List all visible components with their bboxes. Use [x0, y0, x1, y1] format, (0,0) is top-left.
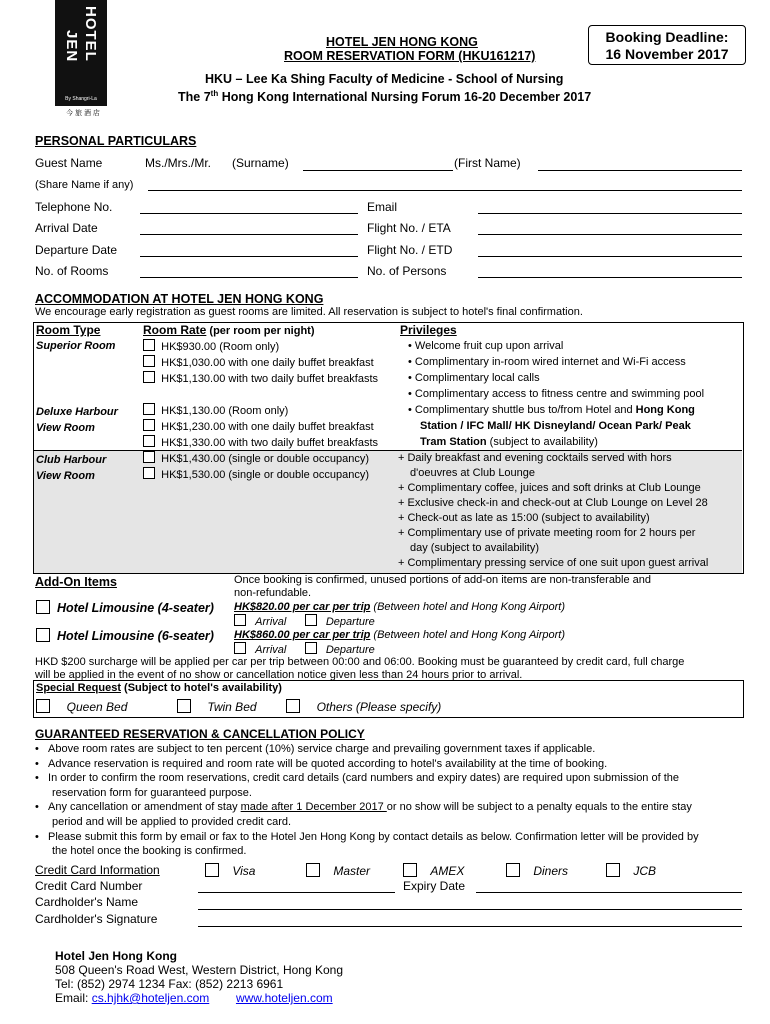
- contact-address: 508 Queen's Road West, Western District, Hong Kong: [55, 963, 343, 977]
- share-name-label: (Share Name if any): [35, 179, 134, 191]
- col-room-rate: Room Rate (per room per night): [143, 323, 315, 337]
- queen-bed-checkbox[interactable]: [36, 699, 50, 713]
- card-type-amex: AMEX: [403, 863, 464, 878]
- contact-phone-fax: Tel: (852) 2974 1234 Fax: (852) 2213 6961: [55, 977, 284, 991]
- limo-4-direction: Arrival Departure: [234, 614, 375, 628]
- hotel-title: HOTEL JEN HONG KONG: [326, 35, 478, 49]
- limo-4-arrival-checkbox[interactable]: [234, 614, 246, 626]
- superior-rates: HK$930.00 (Room only) HK$1,030.00 with one daily buffet breakfast HK$1,130.00 with two daily buffet breakfasts: [143, 339, 378, 387]
- privileges-list: • Welcome fruit cup upon arrival • Complimentary in-room wired internet and Wi-Fi access • Complimentary local calls • Complimentary access to fitness centre and swimming pool • Complimentary shuttle bus to/from Hotel and Hong Kong Station / IFC Mall/ HK Disneyland/ Ocean Park/ Peak Tram Station (subject to availability): [408, 340, 705, 448]
- cardholder-signature-field[interactable]: [198, 926, 742, 927]
- personal-particulars-title: PERSONAL PARTICULARS: [35, 134, 197, 148]
- logo-chinese-name: 今 旅 酒 店: [66, 110, 100, 117]
- master-checkbox[interactable]: [306, 863, 320, 877]
- expiry-date-label: Expiry Date: [403, 879, 466, 893]
- persons-field[interactable]: [478, 277, 742, 278]
- arrival-date-label: Arrival Date: [35, 221, 98, 235]
- limo-4-price: HK$820.00 per car per trip (Between hotel and Hong Kong Airport): [234, 601, 566, 613]
- limo-6-arrival-checkbox[interactable]: [234, 642, 246, 654]
- limo-4-row: Hotel Limousine (4-seater): [36, 600, 214, 615]
- amex-checkbox[interactable]: [403, 863, 417, 877]
- addon-title: Add-On Items: [35, 575, 117, 589]
- card-type-master: Master: [306, 863, 370, 878]
- rate-checkbox[interactable]: [143, 435, 155, 447]
- expiry-date-field[interactable]: [476, 892, 742, 893]
- room-type-deluxe: Deluxe Harbour View Room: [36, 406, 118, 434]
- telephone-field[interactable]: [140, 213, 358, 214]
- card-number-label: Credit Card Number: [35, 879, 143, 893]
- first-name-label: (First Name): [454, 156, 521, 170]
- surcharge-note: HKD $200 surcharge will be applied per car per trip between 00:00 and 06:00. Booking must be guaranteed by credit card, full charge will be applied in the event of no show or cancellation notice given less than 24 hours prior to arrival.: [35, 656, 685, 681]
- email-field[interactable]: [478, 213, 742, 214]
- contact-website-link[interactable]: www.hoteljen.com: [235, 991, 333, 1005]
- twin-bed-checkbox[interactable]: [177, 699, 191, 713]
- limo-6-checkbox[interactable]: [36, 628, 50, 642]
- limo-4-checkbox[interactable]: [36, 600, 50, 614]
- first-name-field[interactable]: [538, 170, 742, 171]
- salutation-label: Ms./Mrs./Mr.: [145, 156, 211, 170]
- club-rates: HK$1,430.00 (single or double occupancy) HK$1,530.00 (single or double occupancy): [143, 451, 369, 483]
- departure-date-field[interactable]: [140, 256, 358, 257]
- contact-hotel-name: Hotel Jen Hong Kong: [55, 949, 177, 963]
- limo-4-departure-checkbox[interactable]: [305, 614, 317, 626]
- accommodation-note: We encourage early registration as guest rooms are limited. All reservation is subject to hotel's final confirmation.: [35, 306, 583, 318]
- diners-checkbox[interactable]: [506, 863, 520, 877]
- special-request-title: Special Request (Subject to hotel's availability): [36, 682, 282, 694]
- limo-6-price: HK$860.00 per car per trip (Between hotel and Hong Kong Airport): [234, 629, 566, 641]
- logo-word-jen: JEN: [63, 30, 80, 63]
- rate-checkbox[interactable]: [143, 467, 155, 479]
- visa-checkbox[interactable]: [205, 863, 219, 877]
- rate-checkbox[interactable]: [143, 355, 155, 367]
- logo-by-shangri-la: By Shangri-La: [65, 96, 97, 102]
- special-request-options: Queen Bed Twin Bed Others (Please specify): [36, 699, 441, 714]
- card-type-diners: Diners: [506, 863, 568, 878]
- logo-word-hotel: HOTEL: [82, 6, 99, 62]
- deluxe-rates: HK$1,130.00 (Room only) HK$1,230.00 with one daily buffet breakfast HK$1,330.00 with two daily buffet breakfasts: [143, 403, 378, 451]
- deadline-label: Booking Deadline:: [605, 29, 729, 45]
- col-privileges: Privileges: [400, 323, 457, 337]
- col-room-type: Room Type: [36, 323, 101, 337]
- rate-checkbox[interactable]: [143, 371, 155, 383]
- credit-card-info-label: Credit Card Information: [35, 863, 160, 877]
- room-type-club: Club Harbour View Room: [36, 454, 107, 482]
- departure-date-label: Departure Date: [35, 243, 118, 257]
- others-checkbox[interactable]: [286, 699, 300, 713]
- rate-checkbox[interactable]: [143, 339, 155, 351]
- card-type-visa: Visa: [205, 863, 255, 878]
- contact-email-link[interactable]: cs.hjhk@hoteljen.com: [91, 991, 210, 1005]
- addon-note: Once booking is confirmed, unused portions of add-on items are non-transferable and non-refundable.: [234, 574, 652, 599]
- limo-6-row: Hotel Limousine (6-seater): [36, 628, 214, 643]
- policy-title: GUARANTEED RESERVATION & CANCELLATION POLICY: [35, 727, 365, 741]
- policy-list: • Above room rates are subject to ten percent (10%) service charge and prevailing government taxes if applicable. • Advance reservation is required and room rate will be quoted according to hotel's availability at the time of booking. • In order to confirm the room reservations, credit card details (card numbers and expiry dates) are required upon submission of the reservation form for guaranteed purpose. • Any cancellation or amendment of stay made after 1 December 2017 or no show will be subject to a penalty equals to the entire stay period and will be applied to provided credit card. • Please submit this form by email or fax to the Hotel Jen Hong Kong by contact details as below. Confirmation letter will be provided by the hotel once the booking is confirmed.: [35, 743, 699, 858]
- flight-etd-label: Flight No. / ETD: [367, 243, 453, 257]
- accommodation-title: ACCOMMODATION AT HOTEL JEN HONG KONG: [35, 292, 324, 306]
- rate-checkbox[interactable]: [143, 403, 155, 415]
- guest-name-label: Guest Name: [35, 156, 103, 170]
- cardholder-name-label: Cardholder's Name: [35, 895, 139, 909]
- card-type-jcb: JCB: [606, 863, 656, 878]
- flight-etd-field[interactable]: [478, 256, 742, 257]
- share-name-field[interactable]: [148, 190, 742, 191]
- rooms-label: No. of Rooms: [35, 264, 109, 278]
- telephone-label: Telephone No.: [35, 200, 113, 214]
- persons-label: No. of Persons: [367, 264, 447, 278]
- flight-eta-label: Flight No. / ETA: [367, 221, 451, 235]
- arrival-date-field[interactable]: [140, 234, 358, 235]
- limo-6-departure-checkbox[interactable]: [305, 642, 317, 654]
- email-label: Email: [367, 200, 398, 214]
- rooms-field[interactable]: [140, 277, 358, 278]
- hotel-jen-logo: [55, 0, 107, 106]
- event-line-1: HKU – Lee Ka Shing Faculty of Medicine - School of Nursing: [205, 72, 564, 86]
- event-line-2: The 7th Hong Kong International Nursing Forum 16-20 December 2017: [178, 89, 592, 105]
- booking-deadline-box: [588, 25, 746, 65]
- rate-checkbox[interactable]: [143, 419, 155, 431]
- club-privileges-list: + Daily breakfast and evening cocktails served with hors d'oeuvres at Club Lounge + Complimentary coffee, juices and soft drinks at Club Lounge + Exclusive check-in and check-out at Club Lounge on Level 28 + Check-out as late as 15:00 (subject to availability) + Complimentary use of private meeting room for 2 hours per day (subject to availability) + Complimentary pressing service of one suit upon guest arrival: [398, 452, 709, 569]
- flight-eta-field[interactable]: [478, 234, 742, 235]
- jcb-checkbox[interactable]: [606, 863, 620, 877]
- surname-field[interactable]: [303, 170, 453, 171]
- surname-label: (Surname): [232, 156, 289, 170]
- limo-6-direction: Arrival Departure: [234, 642, 375, 656]
- card-number-field[interactable]: [198, 892, 395, 893]
- deadline-date: 16 November 2017: [605, 46, 729, 62]
- form-title: ROOM RESERVATION FORM (HKU161217): [284, 49, 536, 63]
- contact-email-row: Email: cs.hjhk@hoteljen.com www.hoteljen.com: [55, 991, 333, 1005]
- rate-checkbox[interactable]: [143, 451, 155, 463]
- cardholder-name-field[interactable]: [198, 909, 742, 910]
- cardholder-signature-label: Cardholder's Signature: [35, 912, 158, 926]
- room-type-superior: Superior Room: [36, 340, 116, 352]
